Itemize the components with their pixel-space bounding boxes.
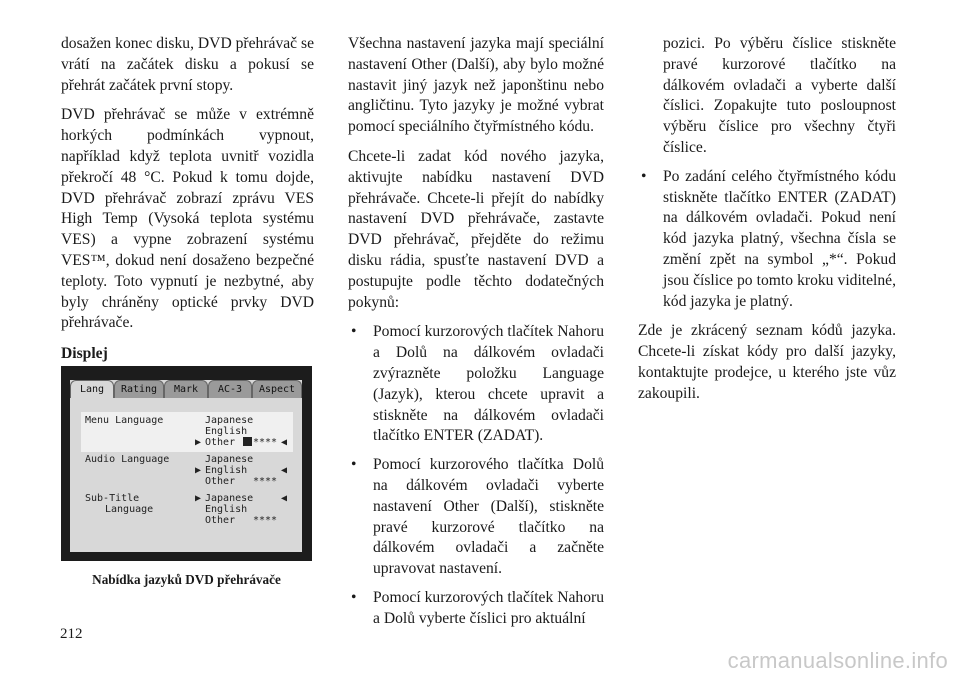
- selected-arrow-icon: ▶: [195, 437, 202, 448]
- language-menu: [81, 412, 293, 542]
- figure-caption: Nabídka jazyků DVD přehrávače: [92, 572, 281, 587]
- text-column-right: [638, 34, 896, 414]
- tab-lang: Lang: [70, 380, 114, 398]
- selected-arrow-icon: ▶: [195, 465, 202, 476]
- left-arrow-icon: ◀: [281, 465, 288, 476]
- paragraph: Všechna nastavení jazyka mají speciální nastavení Other (Další), aby bylo možné nastavit jiný jazyk než japonštinu nebo angličtinu. Tyto jazyky je možné vybrat pomocí speciálního čtyřmístného kódu.: [348, 35, 604, 136]
- language-code-mask: ****: [253, 515, 278, 526]
- option-japanese: Japanese: [205, 415, 254, 426]
- watermark: carmanualsonline.info: [727, 648, 948, 673]
- text-column-middle: [348, 34, 604, 639]
- selected-arrow-icon: ▶: [195, 493, 202, 504]
- left-arrow-icon: ◀: [281, 437, 288, 448]
- list-item: • Po zadání celého čtyřmístného kódu stiskněte tlačítko ENTER (ZADAT) na dálkovém ovladači. Pokud není kód jazyka platný, všechna čísla se změní zpět na symbol „*“. Pokud jsou číslice po tomto kroku viditelné, kód jazyka je platný.: [638, 167, 896, 313]
- left-arrow-icon: ◀: [281, 493, 288, 504]
- option-japanese: Japanese: [205, 454, 254, 465]
- language-code-mask: ****: [253, 476, 278, 487]
- option-other: Other: [205, 515, 236, 526]
- language-code-mask: ****: [253, 437, 278, 448]
- list-item: • Pomocí kurzorových tlačítek Nahoru a Dolů vyberte číslici pro aktuální: [348, 588, 604, 630]
- menu-tabs: [70, 380, 302, 398]
- instruction-list-continued: [638, 34, 896, 312]
- tab-aspect: Aspect: [252, 380, 302, 398]
- list-item: pozici. Po výběru číslice stiskněte pravé kurzorové tlačítko na dálkovém ovladači a vyberte další číslici. Zopakujte tuto posloupnost výběru číslice pro všechny čtyři číslice.: [663, 35, 896, 156]
- audio-language-label: Audio Language: [85, 454, 170, 465]
- section-heading: Displej: [61, 345, 108, 363]
- option-english: English: [205, 426, 248, 437]
- page-number: 212: [60, 626, 83, 642]
- tab-mark: Mark: [164, 380, 208, 398]
- subtitle-label: Sub-Title: [85, 493, 140, 504]
- paragraph: Chcete-li zadat kód nového jazyka, aktivujte nabídku nastavení DVD přehrávače. Chcete-li přejít do nabídky nastavení DVD přehrávače, zastavte DVD přehrávač, přejděte do režimu disku rádia, spusťte nastavení DVD a postupujte podle těchto dodatečných pokynů:: [348, 147, 604, 311]
- tab-ac3: AC-3: [208, 380, 252, 398]
- paragraph: DVD přehrávač se může v extrémně horkých podmínkách vypnout, například když teplota uvnitř vozidla překročí 48 °C. Pokud k tomu dojde, DVD přehrávač zobrazí zprávu VES High Temp (Vysoká teplota systému VES) a vypne zobrazení systému VES™, dokud není dosaženo bezpečné teploty. Toto vypnutí je nezbytné, aby byly chráněny optické prvky DVD přehrávače.: [61, 106, 314, 332]
- list-item: • Pomocí kurzorových tlačítek Nahoru a Dolů na dálkovém ovladači zvýrazněte položku Language (Jazyk), kterou chcete upravit a stiskněte na dálkovém ovladači tlačítko ENTER (ZADAT).: [348, 322, 604, 447]
- list-item: • Pomocí kurzorového tlačítka Dolů na dálkovém ovladači vyberte nastavení Other (Další), stiskněte pravé kurzorové tlačítko na dálkovém ovladači a začněte upravovat nastavení.: [348, 455, 604, 580]
- paragraph: Zde je zkrácený seznam kódů jazyka. Chcete-li získat kódy pro další jazyky, kontaktujte prodejce, u kterého jste vůz zakoupili.: [638, 322, 896, 402]
- dvd-menu-screenshot: [61, 366, 312, 561]
- option-japanese: Japanese: [205, 493, 254, 504]
- text-column-left: [61, 34, 314, 385]
- paragraph: dosažen konec disku, DVD přehrávač se vrátí na začátek disku a pokusí se přehrát začátek první stopy.: [61, 35, 314, 94]
- instruction-list: [348, 322, 604, 629]
- option-english: English: [205, 465, 248, 476]
- menu-language-label: Menu Language: [85, 415, 164, 426]
- subtitle-language-label: Language: [105, 504, 154, 515]
- option-english: English: [205, 504, 248, 515]
- option-other: Other: [205, 476, 236, 487]
- cursor-box-icon: [243, 437, 252, 449]
- tab-rating: Rating: [114, 380, 164, 398]
- option-other: Other: [205, 437, 236, 448]
